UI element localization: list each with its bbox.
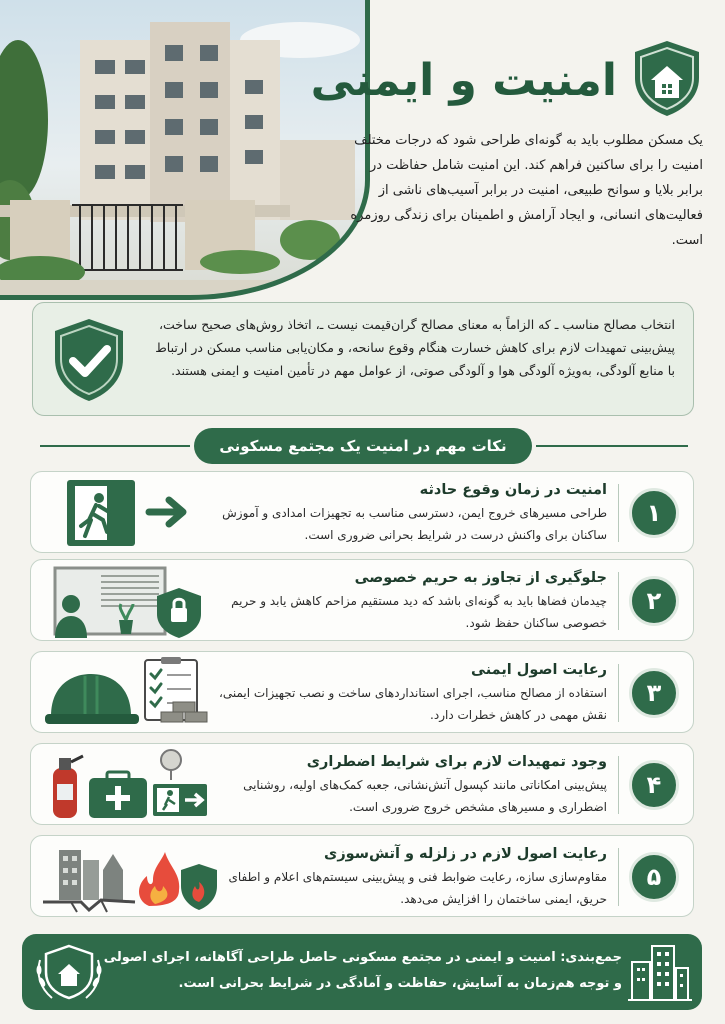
card-2-body <box>215 566 607 634</box>
card-2 <box>30 559 694 641</box>
section-divider-left <box>40 445 190 447</box>
safety-helmet-icon <box>41 656 219 730</box>
card-number: ۵ <box>629 852 679 902</box>
card-title: جلوگیری از تجاوز به حریم خصوصی <box>354 570 607 586</box>
section-title: نکات مهم در امنیت یک مجتمع مسکونی <box>194 428 532 464</box>
card-3-body <box>215 658 607 726</box>
card-text: مقاوم‌سازی سازه، رعایت ضوابط فنی و پیش‌بینی سیستم‌های اعلام و اطفای حریق، ایمنی ساختمان را افزایش می‌دهد. <box>228 870 607 906</box>
card-divider <box>618 572 619 630</box>
card-number: ۴ <box>629 760 679 810</box>
check-shield-icon <box>53 317 125 407</box>
info-box <box>32 302 694 416</box>
card-number: ۳ <box>629 668 679 718</box>
card-1-body <box>215 478 607 546</box>
buildings-icon <box>628 942 692 1006</box>
laurel-house-icon <box>34 940 104 1008</box>
card-5-body <box>215 842 607 910</box>
card-divider <box>618 484 619 542</box>
summary-label: جمع‌بندی: <box>560 950 622 965</box>
card-divider <box>618 848 619 906</box>
card-text: طراحی مسیرهای خروج ایمن، دسترسی مناسب به تجهیزات امدادی و آموزش ساکنان برای واکنش درست در شرایط بحرانی ضروری است. <box>222 506 607 542</box>
card-number: ۱ <box>629 488 679 538</box>
card-text: چیدمان فضاها باید به گونه‌ای باشد که دید مستقیم مزاحم کاهش یابد و حریم خصوصی ساکنان حفظ شود. <box>231 594 607 630</box>
emergency-kit-icon <box>41 748 219 822</box>
summary-text <box>102 945 622 997</box>
title-block <box>303 40 703 120</box>
summary-body: امنیت و ایمنی در مجتمع مسکونی حاصل طراحی آگاهانه، اجرای اصولی و توجه هم‌زمان به آسایش، حفاظت و آمادگی در شرایط بحرانی است. <box>103 950 622 991</box>
card-1 <box>30 471 694 553</box>
card-divider <box>618 756 619 814</box>
card-title: وجود تمهیدات لازم برای شرایط اضطراری <box>306 754 607 770</box>
summary-box <box>22 934 702 1010</box>
card-title: رعایت اصول ایمنی <box>471 662 607 678</box>
card-4 <box>30 743 694 825</box>
privacy-window-icon <box>41 564 219 638</box>
house-shield-icon <box>631 38 703 122</box>
card-text: استفاده از مصالح مناسب، اجرای استانداردهای ساخت و نصب تجهیزات ایمنی، نقش مهمی در کاهش خطرات دارد. <box>218 686 607 722</box>
card-4-body <box>215 750 607 818</box>
card-text: پیش‌بینی امکاناتی مانند کپسول آتش‌نشانی، جعبه کمک‌های اولیه، روشنایی اضطراری و مسیرهای مشخص خروج ضروری است. <box>243 778 607 814</box>
card-divider <box>618 664 619 722</box>
earthquake-fire-icon <box>41 840 219 914</box>
section-divider-right <box>536 445 688 447</box>
card-title: امنیت در زمان وقوع حادثه <box>419 482 607 498</box>
intro-paragraph: یک مسکن مطلوب باید به گونه‌ای طراحی شود که درجات مختلف امنیت را برای ساکنین فراهم کند. این امنیت شامل حفاظت در برابر بلایا و سوانح طبیعی، امنیت در برابر آسیب‌های ناشی از فعالیت‌های انسانی، و ایجاد آرامش و اطمینان برای زندگی روزمره است. <box>350 133 703 248</box>
card-3 <box>30 651 694 733</box>
card-title: رعایت اصول لازم در زلزله و آتش‌سوزی <box>324 846 607 862</box>
emergency-exit-icon <box>41 476 219 550</box>
info-text: انتخاب مصالح مناسب ـ که الزاماً به معنای مصالح گران‌قیمت نیست ـ، اتخاذ روش‌های صحیح ساخت، پیش‌بینی تمهیدات لازم برای کاهش خسارت هنگام وقوع سانحه، و مکان‌یابی مناسب مسکن در ارتباط با منابع آلودگی، به‌ویژه آلودگی هوا و آلودگی صوتی، از عوامل مهم در تأمین امنیت و ایمنی هستند. <box>155 317 675 378</box>
page-title: امنیت و ایمنی <box>310 54 617 106</box>
card-number: ۲ <box>629 576 679 626</box>
card-5 <box>30 835 694 917</box>
